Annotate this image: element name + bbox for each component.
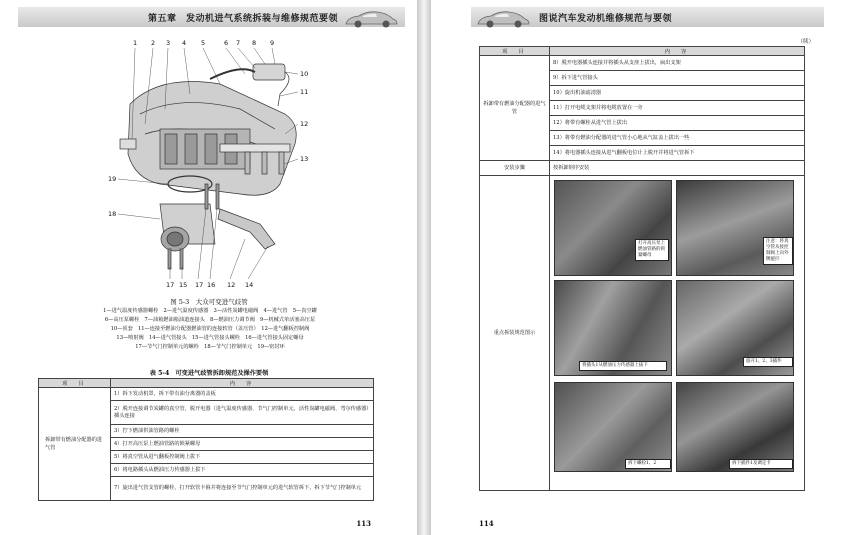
intake-manifold-diagram	[40, 34, 330, 294]
header-item: 项 目	[39, 379, 111, 388]
legend-line: 6—高压泵螺栓 7—油箱燃油箱油道连接头 8—燃油压力调节阀 9—机械式单活塞高压泵	[104, 317, 316, 323]
table-cell: 10）旋出机油滤清器	[550, 86, 805, 101]
callout-7: 7	[236, 39, 241, 47]
key-points-item-cell: 重点拆装规范图示	[480, 176, 550, 491]
callout-17b: 17	[195, 281, 204, 289]
callout-6: 6	[224, 39, 229, 47]
legend-line: 10—顶套 11—连接至燃油分配器燃油管的连接软管（盖压管） 12—进气翻板控制阀	[110, 326, 310, 332]
table-cell: 4）打开高压泵上燃油管路的锁紧螺母	[111, 438, 374, 451]
callout-12: 12	[300, 120, 309, 128]
callout-13: 13	[300, 155, 309, 163]
legend-line: 13—喷射阀 14—进气管接头 15—进气管接头螺栓 16—进气管接头固定螺母	[116, 335, 304, 341]
photo-label: 注意：将真空管从接控制阀上向外侧旋拧	[763, 237, 793, 265]
photo-high-pressure-pump	[554, 180, 672, 276]
callout-12b: 12	[227, 281, 236, 289]
page-number: 113	[356, 519, 371, 528]
photo-label: 旋开1、2、3插件	[743, 357, 793, 367]
legend-line: 1—进气温度传感器螺栓 2—进气温度传感器 3—活性炭罐电磁阀 4—进气管 5—真空罐	[103, 308, 317, 314]
photo-label: 拆下插件1及调定卡	[729, 459, 793, 469]
table-row	[39, 388, 374, 401]
callout-18: 18	[108, 210, 117, 218]
table-cell: 12）将带有螺栓从进气管上拔出	[550, 116, 805, 131]
header-content: 内 容	[111, 379, 374, 388]
install-item-cell: 安装步骤	[480, 161, 550, 176]
table-cell: 2）脱开连接调节炭罐的真空管，脱开电器（进气温度传感器、节气门控制单元、活性炭罐电磁阀、弯尔传感器）插头连接	[111, 401, 374, 425]
left-page-header	[18, 7, 405, 27]
install-text-cell: 按拆卸倒序安装	[550, 161, 805, 176]
table-cell: 6）将电路插头从燃油压力传感器上拔下	[111, 464, 374, 477]
callout-8: 8	[252, 39, 257, 47]
photo-bolts	[554, 382, 672, 472]
photo-label: 将插头1从燃油压力传感器上拔下	[579, 361, 667, 371]
left-page	[0, 0, 418, 535]
photo-label: 拆下螺栓1、2	[625, 459, 671, 469]
book-gutter	[418, 0, 430, 535]
table-item-cell: 拆卸带有燃油分配器的进气管	[480, 56, 550, 161]
callout-11: 11	[300, 88, 309, 96]
table-cell: 9）拆下进气管接头	[550, 71, 805, 86]
car-logo-icon	[343, 8, 399, 30]
header-content: 内 容	[550, 47, 805, 56]
table-title: 表 5-4 可变进气歧管拆卸规范及操作要领	[149, 370, 269, 377]
right-page-header	[471, 7, 824, 27]
table-cell: 14）将电器插头连接从进气翻板电位计上脱开并将进气管拆下	[550, 146, 805, 161]
callout-1: 1	[133, 39, 138, 47]
table-row	[480, 56, 805, 71]
photo-grid-cell	[550, 176, 805, 491]
callout-15: 15	[179, 281, 188, 289]
photo-label: 打开高压泵上燃油管路的锁紧螺母	[635, 239, 669, 261]
table-cell: 7）旋出进气管支管的螺栓，打开软管卡箍并将连接至节气门控制单元的进气软管拆下，拆下节气门控制单元	[111, 477, 374, 501]
table-cell: 1）拆下发动机罩，拆下带有油分离器的盖板	[111, 388, 374, 401]
callout-19: 19	[108, 175, 117, 183]
right-page	[430, 0, 854, 535]
callout-4: 4	[182, 39, 187, 47]
callout-16: 16	[207, 281, 216, 289]
table-cell: 3）拧下燃油供油管路的螺栓	[111, 425, 374, 438]
callout-10: 10	[300, 70, 309, 78]
header-item: 项 目	[480, 47, 550, 56]
table-cell: 13）将带有燃油分配器的进气管小心地从气缸盖上拔出一些	[550, 131, 805, 146]
callout-3: 3	[166, 39, 171, 47]
table-header-row	[39, 379, 374, 388]
callout-17a: 17	[166, 281, 175, 289]
continued-label: （续）	[797, 39, 814, 45]
table-header-row	[480, 47, 805, 56]
photo-vacuum-pipe	[676, 180, 794, 276]
table-cell: 8）脱开电器插头连接并将插头从支座上拔出，扁出支架	[550, 56, 805, 71]
removal-spec-table-continued	[479, 46, 805, 491]
right-header-title: 图说汽车发动机维修规范与要领	[539, 13, 673, 24]
photo-connector-clip	[676, 382, 794, 472]
table-row	[480, 176, 805, 491]
removal-spec-table	[38, 378, 374, 501]
car-logo-icon	[475, 8, 531, 30]
table-row	[480, 161, 805, 176]
table-cell: 11）打开电缆支架并将电缆放置在一旁	[550, 101, 805, 116]
table-item-cell: 拆卸带有燃油分配器的进气管	[39, 388, 111, 501]
callout-14: 14	[245, 281, 254, 289]
photo-pressure-sensor	[554, 280, 672, 376]
left-header-title: 第五章 发动机进气系统拆装与维修规范要领	[148, 13, 339, 24]
callout-9: 9	[270, 39, 275, 47]
figure-caption: 图 5-3 大众可变进气歧管	[170, 298, 248, 306]
legend-line: 17—节气门控制单元的螺栓 18—节气门控制单元 19—密封环	[135, 344, 285, 350]
photo-connectors	[676, 280, 794, 376]
callout-5: 5	[201, 39, 206, 47]
callout-2: 2	[151, 39, 156, 47]
table-cell: 5）将真空管从进气翻板控制阀上拔下	[111, 451, 374, 464]
page-number: 114	[479, 519, 494, 528]
